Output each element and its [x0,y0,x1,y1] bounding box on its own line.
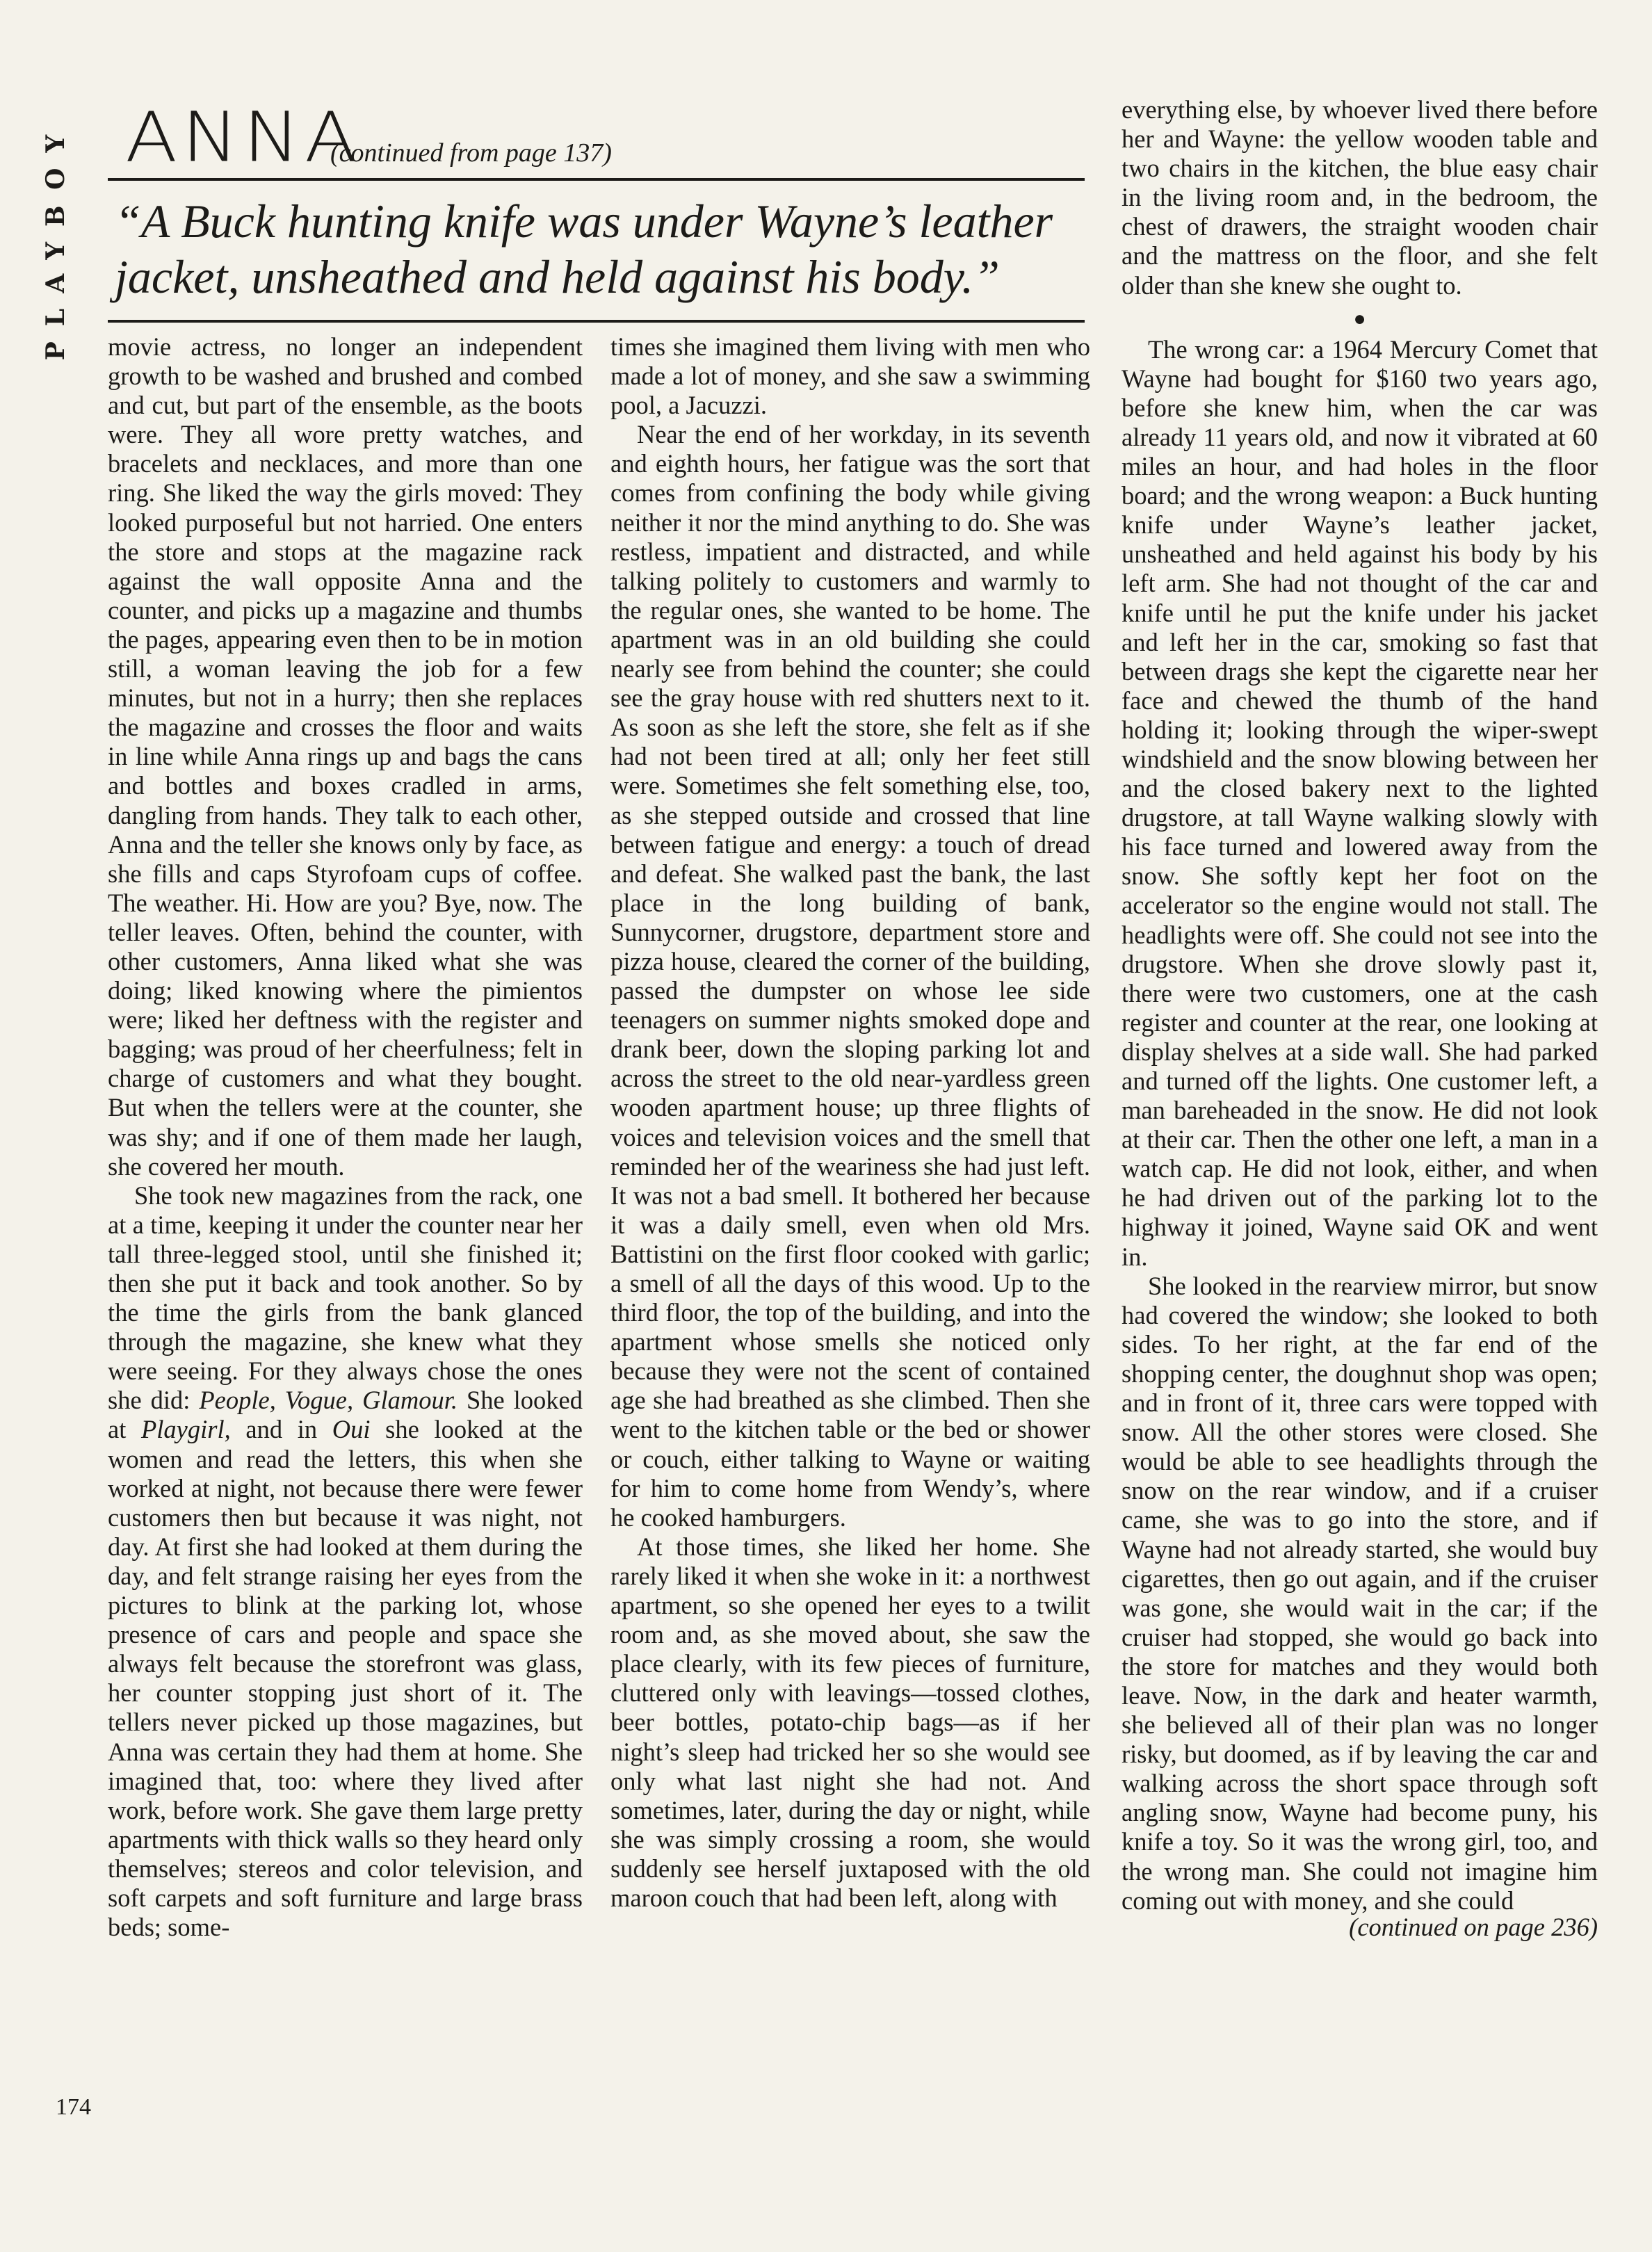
text-run: she looked at the women and read the letters, this when she worked at night, not because there were fewer customers then but because it was night, not day. At first she had looked at them during the day, and felt strange raising her eyes from the pictures to blink at the parking lot, whose presence of cars and people and space she always felt because the storefront was glass, her counter stopping just short of it. The tellers never picked up those magazines, but Anna was certain they had them at home. She imagined that, too: where they lived after work, before work. She gave them large pretty apartments with thick walls so they heard only themselves; stereos and color television, and soft carpets and soft furniture and large brass beds; some- [108,1415,583,1942]
paragraph: everything else, by whoever lived there before her and Wayne: the yellow wooden table and two chairs in the kitchen, the blue easy chair in the living room and, in the bedroom, the chest of drawers, the straight wooden chair and the mattress on the floor, and she felt older than she knew she ought to. [1121,95,1598,300]
top-rule [108,178,1085,181]
pull-quote: “A Buck hunting knife was under Wayne’s leather jacket, unsheathed and held against his body.” [115,195,1053,303]
magazine-titles: People, Vogue, Glamour. [199,1386,457,1415]
paragraph [108,1181,583,1942]
paragraph: At those times, she liked her home. She rarely liked it when she woke in it: a northwest apartment, so she opened her eyes to a twilit room and, as she moved about, she saw the place clearly, with its few pieces of furniture, cluttered only with leavings—tossed clothes, beer bottles, potato-chip bags—as if her night’s sleep had tricked her so she would see only what last night she had not. And sometimes, later, during the day or night, while she was simply crossing a room, she would suddenly see herself juxtaposed with the old maroon couch that had been left, along with [610,1532,1090,1912]
paragraph: The wrong car: a 1964 Mercury Comet that Wayne had bought for $160 two years ago, before she knew him, when the car was already 11 years old, and now it vibrated at 60 miles an hour, and had holes in the floor board; and the wrong weapon: a Buck hunting knife under Wayne’s leather jacket, unsheathed and held against his body by his left arm. She had not thought of the car and knife until he put the knife under his jacket and left her in the car, smoking so fast that between drags she kept the cigarette near her face and chewed the thumb of the hand holding it; looking through the wiper-swept windshield and the snow blowing between her and the closed bakery next to the lighted drugstore, at tall Wayne walking slowly with his face turned and lowered away from the snow. She softly kept her foot on the accelerator so the engine would not stall. The headlights were off. She could not see into the drugstore. When she drove slowly past it, there were two customers, one at the cash register and counter at the rear, one looking at display shelves at a side wall. She had parked and turned off the lights. One customer left, a man bareheaded in the snow. He did not look at their car. Then the other one left, a man in a watch cap. He did not look, either, and when he had driven out of the parking lot to the highway it joined, Wayne said OK and went in. [1121,334,1598,1271]
article-title: ANNA [125,97,362,178]
continued-from-note: (continued from page 137) [330,138,612,168]
magazine-title: Oui [332,1415,371,1444]
column-3 [1121,95,1598,1942]
text-run: She took new magazines from the rack, one at a time, keeping it under the counter near her tall three-legged stool, until she finished it; then she put it back and took another. So by the time the girls from the bank glanced through the magazine, she knew what they were seeing. For they always chose the ones she did: [108,1181,583,1415]
continued-on-note: (continued on page 236) [1349,1912,1598,1941]
text-run: She looked at [108,1386,583,1444]
magazine-name: PLAYBOY [41,119,70,361]
magazine-name-vertical [42,104,70,375]
paragraph: She looked in the rearview mirror, but snow had covered the window; she looked to both sides. To her right, at the far end of the shopping center, the doughnut shop was open; and in front of it, three cars were topped with snow. All the other stores were closed. She would be able to see headlights through the snow on the rear window, and if a cruiser came, she was to go into the store, and if Wayne had not already started, she would buy cigarettes, then go out again, and if the cruiser was gone, she would wait in the car; if the cruiser had stopped, she would go back into the store for matches and they would both leave. Now, in the dark and heater warmth, she believed all of their plan was no longer risky, but doomed, as if by leaving the car and walking across the short space through soft angling snow, Wayne had become puny, his knife a toy. So it was the wrong girl, too, and the wrong man. She could not imagine him coming out with money, and she could [1121,1271,1598,1915]
paragraph: Near the end of her workday, in its seventh and eighth hours, her fatigue was the sort that comes from confining the body while giving neither it nor the mind anything to do. She was restless, impatient and distracted, and while talking politely to customers and warmly to the regular ones, she wanted to be home. The apartment was in an old building she could nearly see from behind the counter; she could see the gray house with red shutters next to it. As soon as she left the store, she felt as if she had not been tired at all; only her feet still were. Sometimes she felt something else, too, as she stepped outside and crossed that line between fatigue and energy: a touch of dread and defeat. She walked past the bank, the last place in the long building of bank, Sunnycorner, drugstore, department store and pizza house, cleared the corner of the building, passed the dumpster on whose lee side teenagers on summer nights smoked dope and drank beer, down the sloping parking lot and across the street to the old near-yardless green wooden apartment house; up three flights of voices and television voices and the smell that reminded her of the weariness she had just left. It was not a bad smell. It bothered her because it was a daily smell, even when old Mrs. Battistini on the first floor cooked with garlic; a smell of all the days of this wood. Up to the third floor, the top of the building, and into the apartment whose smells she noticed only because they were not the scent of contained age she had breathed as she climbed. Then she went to the kitchen table or the bed or shower or couch, either talking to Wayne or waiting for him to come home from Wendy’s, where he cooked hamburgers. [610,420,1090,1532]
page-number: 174 [56,2094,91,2120]
magazine-title: Playgirl, [140,1415,231,1444]
column-1 [108,332,583,1942]
column-2 [610,332,1090,1913]
paragraph: times she imagined them living with men who made a lot of money, and she saw a swimming pool, a Jacuzzi. [610,332,1090,420]
bottom-rule [108,320,1085,323]
section-break-bullet: ● [1353,307,1366,330]
text-run: and in [245,1415,318,1444]
paragraph: movie actress, no longer an independent growth to be washed and brushed and combed and cut, but part of the ensemble, as the boots were. They all wore pretty watches, and bracelets and necklaces, and more than one ring. She liked the way the girls moved: They looked purposeful but not harried. One enters the store and stops at the magazine rack against the wall opposite Anna and the counter, and picks up a magazine and thumbs the pages, appearing even then to be in motion still, a woman leaving the job for a few minutes, but not in a hurry; then she replaces the magazine and crosses the floor and waits in line while Anna rings up and bags the cans and bottles and boxes cradled in arms, dangling from hands. They talk to each other, Anna and the teller she knows only by face, as she fills and caps Styrofoam cups of coffee. The weather. Hi. How are you? Bye, now. The teller leaves. Often, behind the counter, with other customers, Anna liked what she was doing; liked knowing where the pimientos were; liked her deftness with the register and bagging; was proud of her cheerfulness; felt in charge of customers and what they bought. But when the tellers were at the counter, she was shy; and if one of them made her laugh, she covered her mouth. [108,332,583,1181]
